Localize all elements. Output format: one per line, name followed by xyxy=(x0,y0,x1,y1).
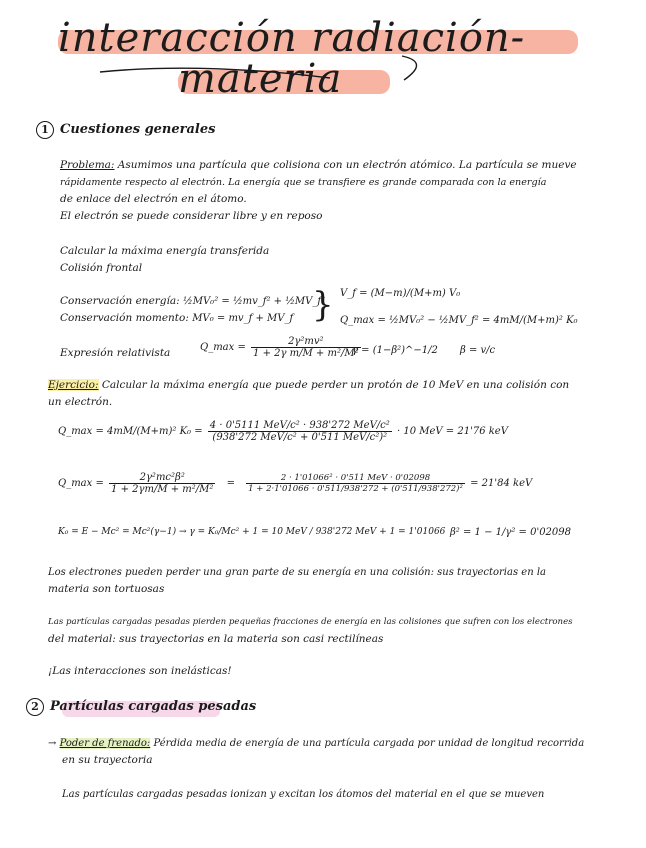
section1-heading xyxy=(36,121,215,139)
calc-line2: Colisión frontal xyxy=(60,262,143,274)
page-title-line1: interacción radiación- xyxy=(58,15,526,61)
para1 xyxy=(48,564,638,598)
q1-num: 4 · 0'5111 MeV/c² · 938'272 MeV/c² xyxy=(209,420,390,431)
section2-title: Partículas cargadas pesadas xyxy=(50,699,257,714)
qmax-rel-label: Q_max = xyxy=(200,342,246,353)
q2-mid-den: 1 + 2·1'01066 · 0'511/938'272 + (0'511/938'272)² xyxy=(248,484,463,494)
qmax-rel xyxy=(200,336,363,359)
q2-den: 1 + 2γm/M + m²/M² xyxy=(111,484,214,495)
cons-energy-eq: ½MV₀² = ½mv_f² + ½MV_f² xyxy=(183,296,326,307)
exercise-label: Ejercicio: xyxy=(48,379,99,391)
ionize-text: Las partículas cargadas pesadas ionizan y excitan los átomos del material en el que se mueven xyxy=(62,789,545,800)
qmax-rel-den: 1 + 2γ m/M + m²/M² xyxy=(253,348,359,359)
para2-line1: Las partículas cargadas pesadas pierden pequeñas fracciones de energía en las colisiones que sufren con los electrones xyxy=(48,617,573,627)
problem-line1 xyxy=(60,157,620,174)
k-eq: K₀ = E − Mc² = Mc²(γ−1) → γ = K₀/Mc² + 1 = 10 MeV / 938'272 MeV + 1 = 1'01066 xyxy=(58,527,446,537)
problem-line3: de enlace del electrón en el átomo. xyxy=(60,193,247,205)
cons-momentum-eq: MV₀ = mv_f + MV_f xyxy=(192,313,294,324)
para2 xyxy=(48,614,638,648)
section2-number: 2 xyxy=(26,698,44,716)
section2-heading xyxy=(26,698,256,716)
page-title-line2: materia xyxy=(178,56,343,102)
problem-text1: Asumimos una partícula que colisiona con un electrón atómico. La partícula se mueve xyxy=(114,159,577,171)
para1-line1: Los electrones pueden perder una gran parte de su energía en una colisión: sus trayectorias en la xyxy=(48,567,546,578)
section1-number: 1 xyxy=(36,121,54,139)
problem-line2: rápidamente respecto al electrón. La energía que se transfiere es grande comparada con la energía xyxy=(60,177,547,188)
q2-mid-num: 2 · 1'01066² · 0'511 MeV · 0'02098 xyxy=(246,473,465,484)
q2-left: Q_max = xyxy=(58,478,104,489)
section1-title: Cuestiones generales xyxy=(60,122,216,137)
q1-result: · 10 MeV = 21'76 keV xyxy=(396,426,508,437)
vf-eq: V_f = (M−m)/(M+m) V₀ xyxy=(340,288,461,299)
qmax-rel-frac xyxy=(251,336,361,359)
calc-block xyxy=(60,243,269,277)
exercise-text2: un electrón. xyxy=(48,396,113,408)
cons-momentum-label: Conservación momento: xyxy=(60,312,189,324)
q2-equation: Q_max = $\frac{\text{2γ²mc²β²}}{\text{1 + 2γm/M + m²/M²}}$ = $\frac{\text{2 · 1'01066² · 0'511 MeV · 0'02098}}{\text{1 + 2·1'01066 · 0'511/938'272 + (0'511/938'272)²}}$ = 21'84 keV xyxy=(58,472,533,495)
problem-line4: El electrón se puede considerar libre y en reposo xyxy=(60,210,323,222)
q1-den: (938'272 MeV/c² + 0'511 MeV/c²)² xyxy=(212,432,388,443)
qmax-eq: Q_max = ½MV₀² − ½MV_f² = 4mM/(M+m)² K₀ xyxy=(340,315,578,326)
problem-label: Problema: xyxy=(60,159,115,171)
title-block xyxy=(0,0,646,110)
q2-frac xyxy=(109,472,215,495)
para3: ¡Las interacciones son inelásticas! xyxy=(48,665,232,677)
para1-line2: materia son tortuosas xyxy=(48,583,165,595)
calc-line1: Calcular la máxima energía transferida xyxy=(60,245,270,257)
stopping-label: Poder de frenado: xyxy=(59,738,151,749)
brace: } xyxy=(312,285,334,325)
q1-left: Q_max = 4mM/(M+m)² K₀ = xyxy=(58,426,203,437)
problem-block xyxy=(60,157,620,225)
cons-energy-label: Conservación energía: xyxy=(60,295,180,307)
q2-result: = 21'84 keV xyxy=(470,478,533,489)
stopping-text1: Pérdida media de energía de una partícula cargada por unidad de longitud recorrida xyxy=(150,738,585,749)
stopping-text2: en su trayectoria xyxy=(62,754,153,766)
q1-frac xyxy=(208,420,392,443)
conservation-block xyxy=(60,293,325,327)
relativist-label: Expresión relativista xyxy=(60,347,171,359)
beta2-eq: β² = 1 − 1/γ² = 0'02098 xyxy=(450,527,572,538)
exercise-text1: Calcular la máxima energía que puede perder un protón de 10 MeV en una colisión con xyxy=(98,379,570,391)
para2-line2: del material: sus trayectorias en la materia son casi rectilíneas xyxy=(48,633,384,645)
qmax-rel-num: 2γ²mv² xyxy=(251,336,361,348)
stopping-block: → Poder de frenado: Pérdida media de energía de una partícula cargada por unidad de longitud recorrida en su trayectoria xyxy=(48,735,638,769)
q2-mid-frac xyxy=(246,473,465,494)
exercise-block xyxy=(48,377,628,411)
beta-eq: β = v/c xyxy=(460,345,496,356)
title-underline-stroke xyxy=(0,0,646,110)
q1-equation xyxy=(58,420,508,443)
gamma-eq: γ = (1−β²)^−1/2 xyxy=(352,345,438,356)
q2-num: 2γ²mc²β² xyxy=(109,472,215,484)
